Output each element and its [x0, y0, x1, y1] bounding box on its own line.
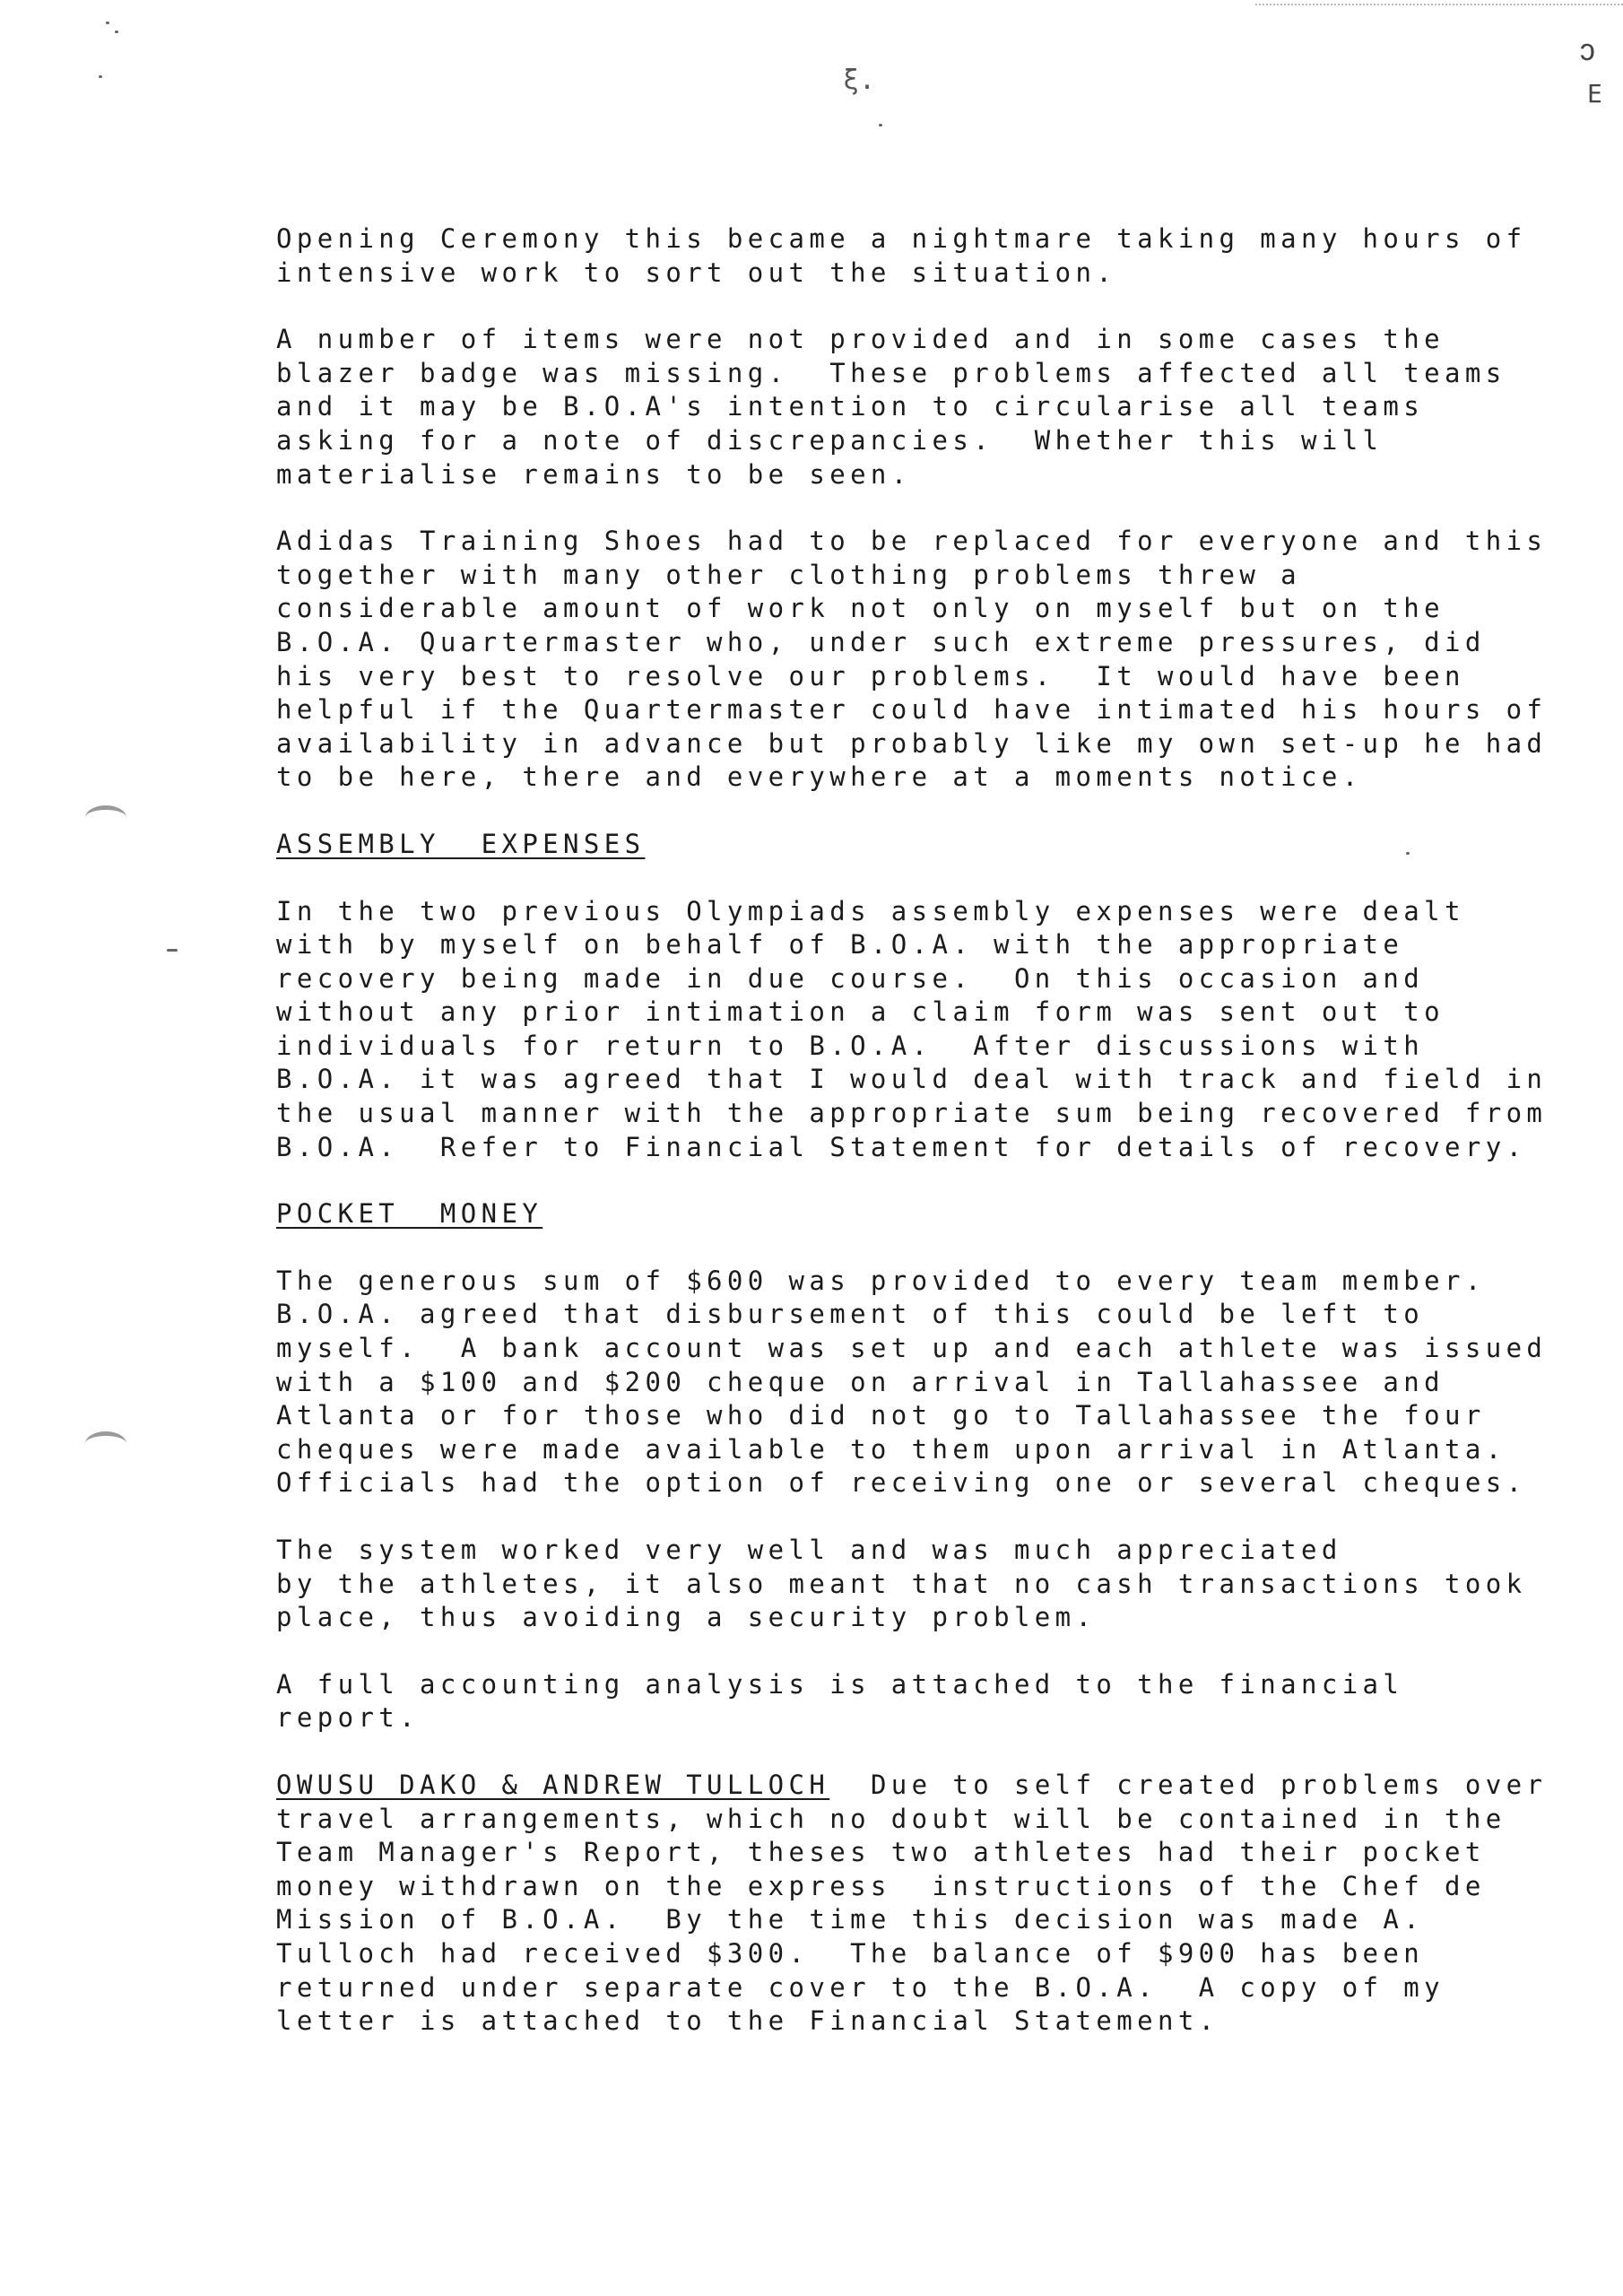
- paragraph-pocket-money: The generous sum of $600 was provided to every team member. B.O.A. agreed that disbursement of this could be left to myself. A bank account was set up and each athlete was issued with a $100 and $200 cheque on arrival in Tallahassee and Atlanta or for those who did not go to Tallahassee the four cheques were made available to them upon arrival in Atlanta. Officials had the option of receiving one or several cheques.: [276, 1265, 1548, 1499]
- paragraph-opening-ceremony: Opening Ceremony this became a nightmare taking many hours of intensive work to sort out the situation.: [276, 223, 1527, 288]
- heading-assembly-expenses: ASSEMBLY EXPENSES: [276, 828, 646, 859]
- paragraph-missing-items: A number of items were not provided and in some cases the blazer badge was missing. These problems affected all teams and it may be B.O.A's intention to circularise all teams asking for a note of discrepancies. Whether this will materialise remains to be seen.: [276, 324, 1506, 490]
- scan-speck: [106, 22, 109, 24]
- corner-handwritten-mark: ↄ: [1578, 32, 1597, 68]
- document-body: [276, 222, 1567, 2072]
- scan-speck: [99, 75, 102, 78]
- paragraph-dako-tulloch-text: Due to self created problems over travel arrangements, which no doubt will be contained in the Team Manager's Report, theses two athletes had their pocket money withdrawn on the express instructions of the Chef de Mission of B.O.A. By the time this decision was made A. Tulloch had received $300. The balance of $900 has been returned under separate cover to the B.O.A. A copy of my letter is attached to the Financial Statement.: [276, 1769, 1548, 2037]
- corner-handwritten-mark-2: E: [1587, 79, 1602, 109]
- paragraph-dako-tulloch: [276, 1769, 1567, 2039]
- scan-speck: [879, 124, 882, 126]
- heading-dako-tulloch: OWUSU DAKO & ANDREW TULLOCH: [276, 1769, 830, 1800]
- scan-speck: [115, 30, 118, 33]
- paragraph-accounting-analysis: A full accounting analysis is attached to the financial report.: [276, 1668, 1404, 1734]
- binder-punch-hole-top: [85, 805, 126, 830]
- binder-punch-hole-bottom: [85, 1431, 126, 1456]
- top-edge-rule: [1255, 4, 1623, 5]
- paragraph-assembly-expenses: In the two previous Olympiads assembly expenses were dealt with by myself on behalf of B.O.A. with the appropriate recovery being made in due course. On this occasion and without any prior intimation a claim form was sent out to individuals for return to B.O.A. After discussions with B.O.A. it was agreed that I would deal with track and field in the usual manner with the appropriate sum being recovered from B.O.A. Refer to Financial Statement for details of recovery.: [276, 895, 1548, 1162]
- scan-speck: [167, 949, 178, 952]
- page-number-mark: ξ.: [843, 65, 876, 96]
- heading-pocket-money: POCKET MONEY: [276, 1198, 543, 1230]
- paragraph-system-worked: The system worked very well and was much appreciated by the athletes, it also meant that no cash transactions took place, thus avoiding a security problem.: [276, 1535, 1527, 1633]
- paragraph-training-shoes: Adidas Training Shoes had to be replaced for everyone and this together with many other clothing problems threw a considerable amount of work not only on myself but on the B.O.A. Quartermaster who, under such extreme pressures, did his very best to resolve our problems. It would have been helpful if the Quartermaster could have intimated his hours of availability in advance but probably like my own set-up he had to be here, there and everywhere at a moments notice.: [276, 526, 1548, 793]
